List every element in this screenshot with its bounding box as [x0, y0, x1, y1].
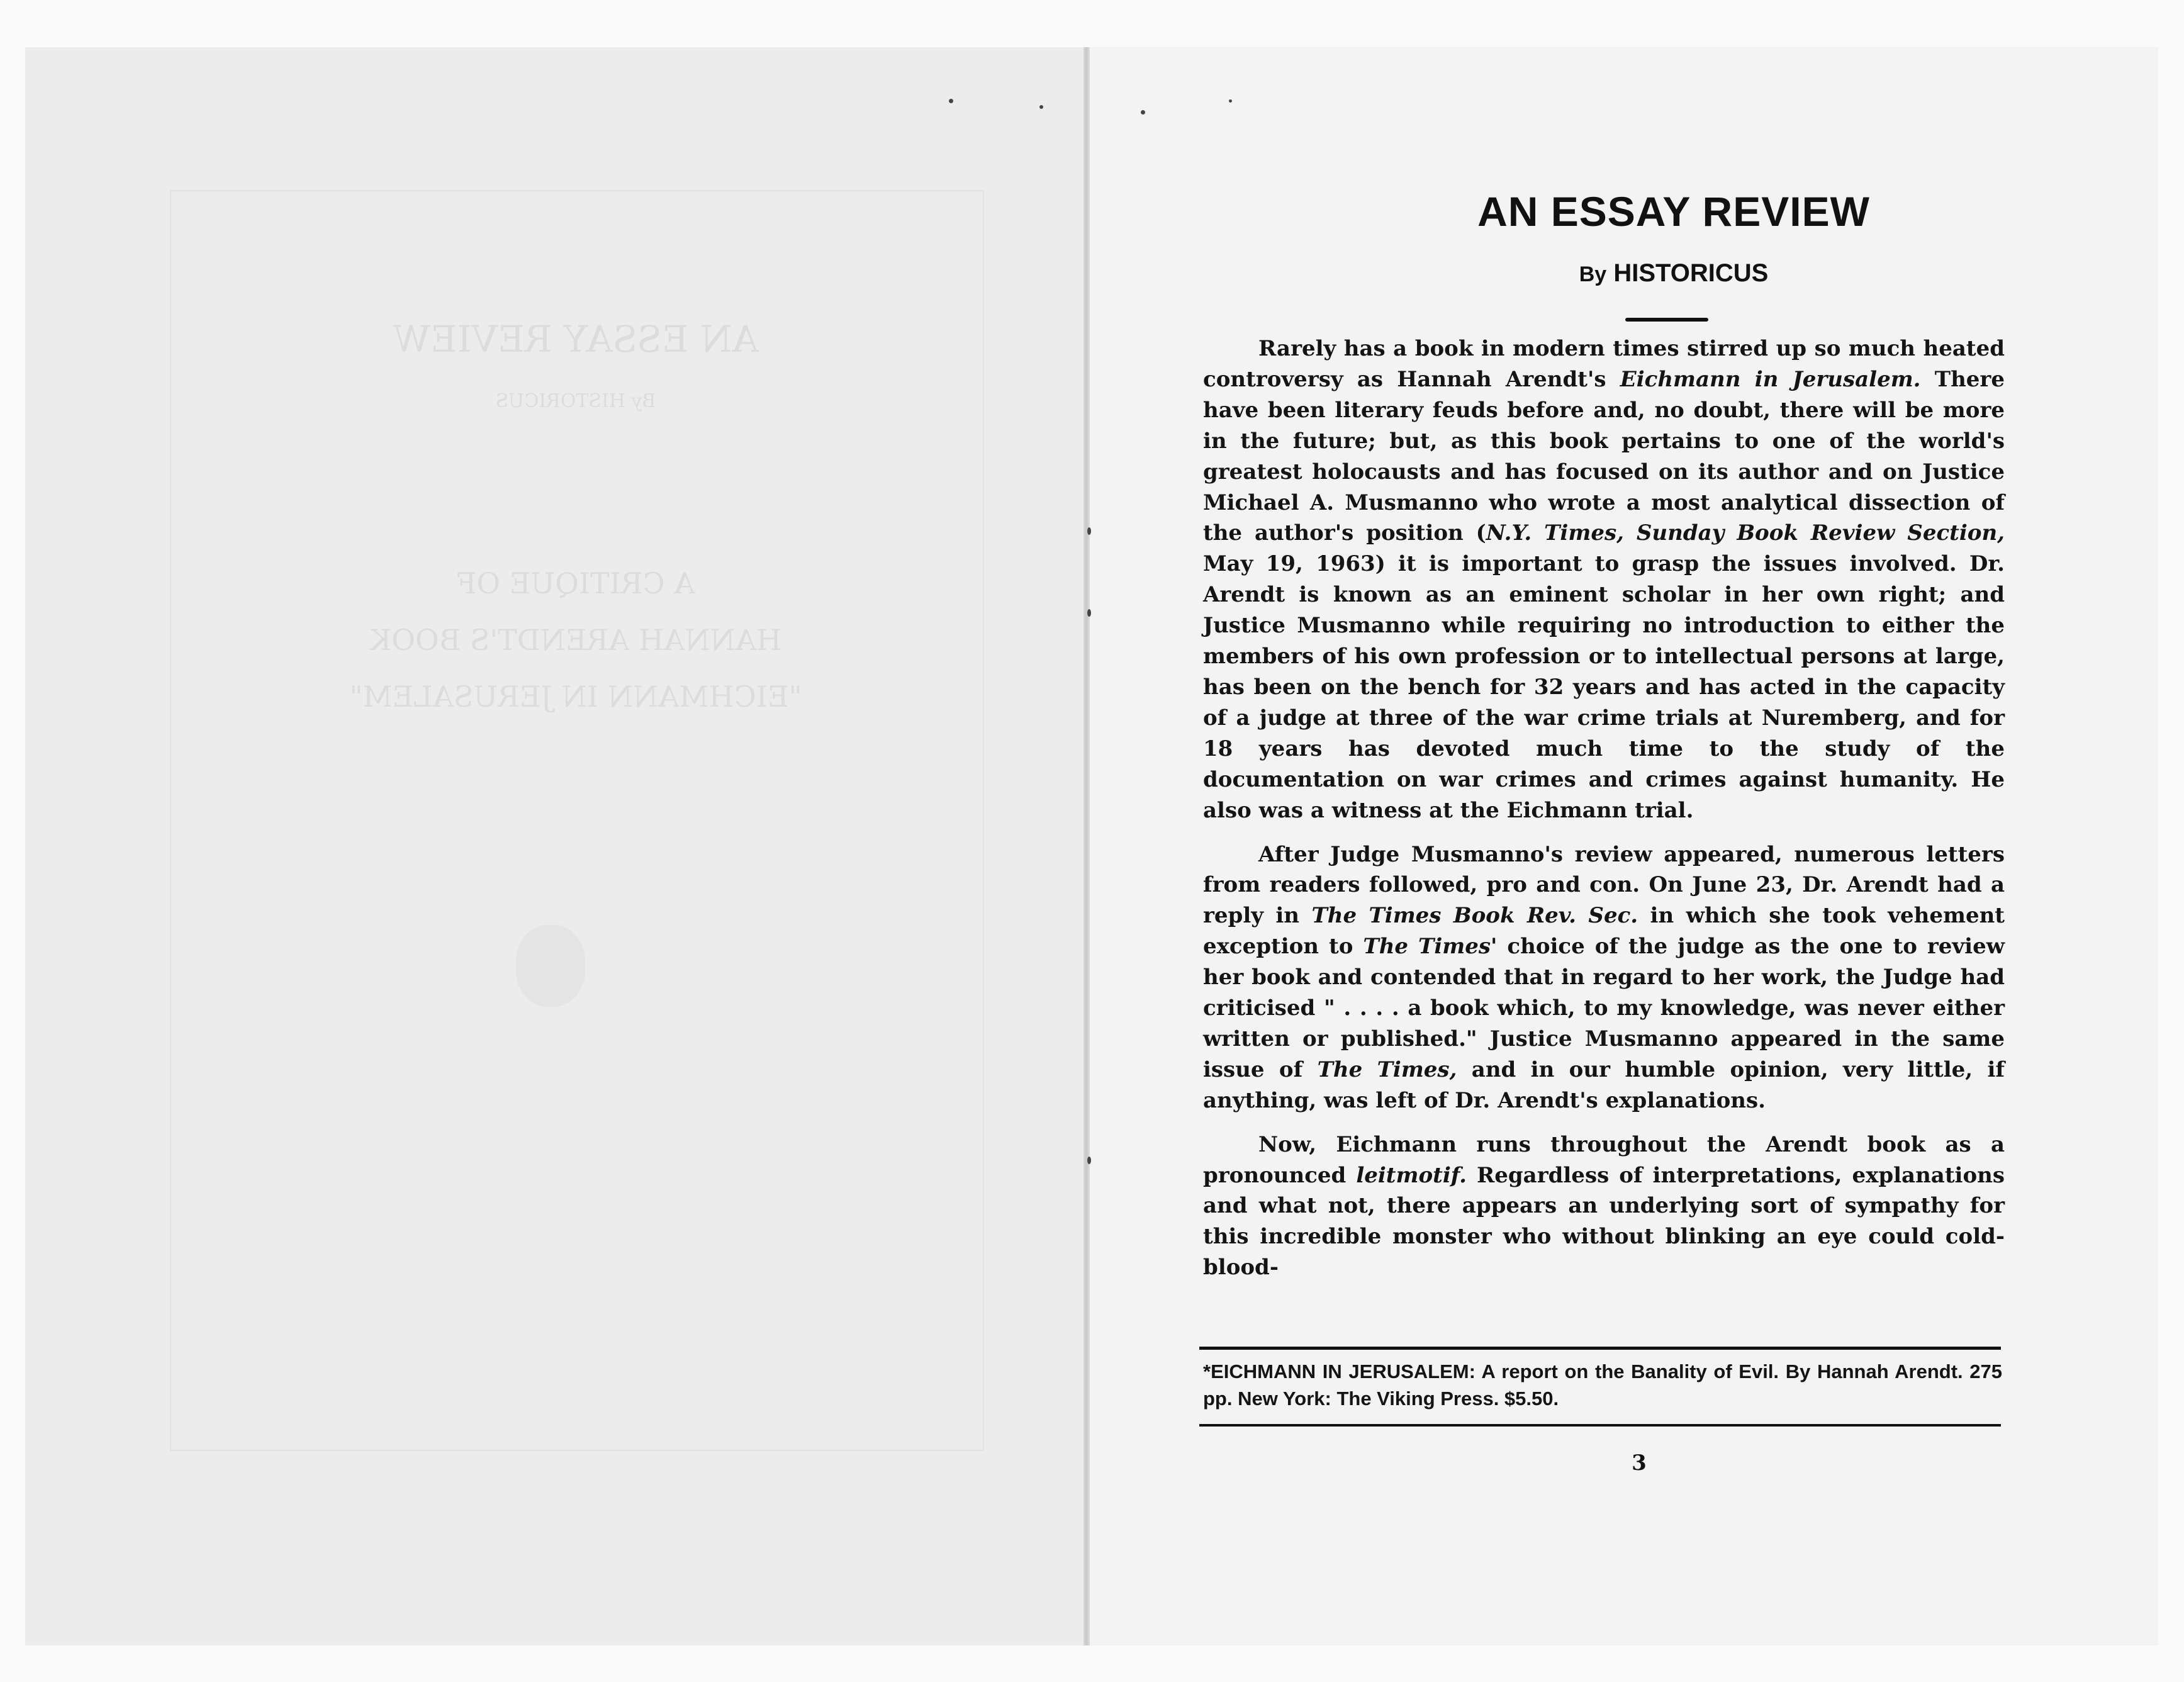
- text-run: May 19, 1963) it is important to grasp the issues involved. Dr. Arendt is known as an eminent scholar in her own right; and Justice Musmanno while requiring no introduction to either the members of his own profession or to intellectual persons at large, has been on the bench for 32 years and has acted in the capacity of a judge at three of the war crime trials at Nuremberg, and for 18 years has devoted much time to the study of the documentation on war crimes and crimes against humanity. He also was a witness at the Eichmann trial.: [1203, 551, 2005, 823]
- cover-showthrough-seal: [516, 925, 585, 1007]
- byline-prefix: By: [1579, 262, 1607, 286]
- title-ornament-rule: [1625, 318, 1708, 322]
- dust-speck: [1141, 110, 1145, 115]
- italic-citation: The Times Book Rev. Sec.: [1311, 903, 1638, 929]
- cover-showthrough-frame: [170, 190, 984, 1451]
- paragraph: [1203, 1130, 2005, 1284]
- italic-term: leitmotif.: [1356, 1162, 1467, 1188]
- book-gutter: [1084, 47, 1090, 1646]
- italic-book-title: Eichmann in Jerusalem.: [1620, 366, 1921, 392]
- page-number: 3: [1632, 1450, 1647, 1476]
- dust-speck: [949, 99, 953, 103]
- article-title: AN ESSAY REVIEW: [1477, 188, 1870, 235]
- cover-showthrough-subtitle: "EICHMANN IN JERUSALEM": [349, 680, 802, 714]
- italic-citation: The Times': [1363, 934, 1498, 960]
- footnote-top-rule: [1199, 1347, 2001, 1350]
- article-byline: [1196, 259, 2152, 288]
- text-run: There have been literary feuds before and, no doubt, there will be more in the future; but, as this book pertains to one of the world's greatest holocausts and has focused on its author and on Justice Michael A. Musmanno who wrote a most analytical dissection of the author's position (: [1203, 366, 2005, 546]
- text-run: Rarely has a book in modern times stirred up so much heated controversy as Hannah Arendt's: [1203, 336, 2005, 392]
- article-body: [1203, 334, 2005, 1296]
- cover-showthrough-subtitle: HANNAH ARENDT'S BOOK: [369, 623, 782, 657]
- text-run: and in our humble opinion, very little, if anything, was left of Dr. Arendt's explanations.: [1203, 1057, 2005, 1113]
- paragraph: [1203, 334, 2005, 826]
- dust-speck: [1039, 105, 1043, 109]
- footnote: *EICHMANN IN JERUSALEM: A report on the Banality of Evil. By Hannah Arendt. 275 pp. New York: The Viking Press. $5.50.: [1203, 1360, 2002, 1410]
- text-run: choice of the judge as the one to review her book and contended that in regard to her work, the Judge had criticised " . . . . a book which, to my knowledge, was never either written or published." Justice Musmanno appeared in the same issue of: [1203, 934, 2005, 1082]
- text-run: After Judge Musmanno's review appeared, numerous letters from readers followed, pro and con. On June 23, Dr. Arendt had a reply in: [1203, 841, 2005, 929]
- cover-showthrough-title: AN ESSAY REVIEW: [393, 318, 759, 361]
- footnote-bottom-rule: [1199, 1424, 2001, 1427]
- paragraph: [1203, 839, 2005, 1116]
- staple-mark: [1087, 1157, 1091, 1164]
- italic-citation: N.Y. Times, Sunday Book Review Section,: [1486, 520, 2005, 546]
- italic-citation: The Times,: [1317, 1057, 1457, 1082]
- text-run: in which she took vehement exception to: [1203, 903, 2005, 960]
- cover-showthrough-author: By HISTORICUS: [495, 390, 656, 412]
- dust-speck: [1229, 99, 1232, 103]
- text-run: Regardless of interpretations, explanations and what not, there appears an underlying sort of sympathy for this incredible monster who without blinking an eye could cold-blood-: [1203, 1162, 2005, 1281]
- staple-mark: [1087, 527, 1091, 535]
- byline-author: HISTORICUS: [1613, 259, 1769, 287]
- text-run: Now, Eichmann runs throughout the Arendt book as a pronounced: [1203, 1131, 2005, 1188]
- cover-showthrough-subtitle: A CRITIQUE OF: [456, 566, 695, 600]
- staple-mark: [1087, 609, 1091, 617]
